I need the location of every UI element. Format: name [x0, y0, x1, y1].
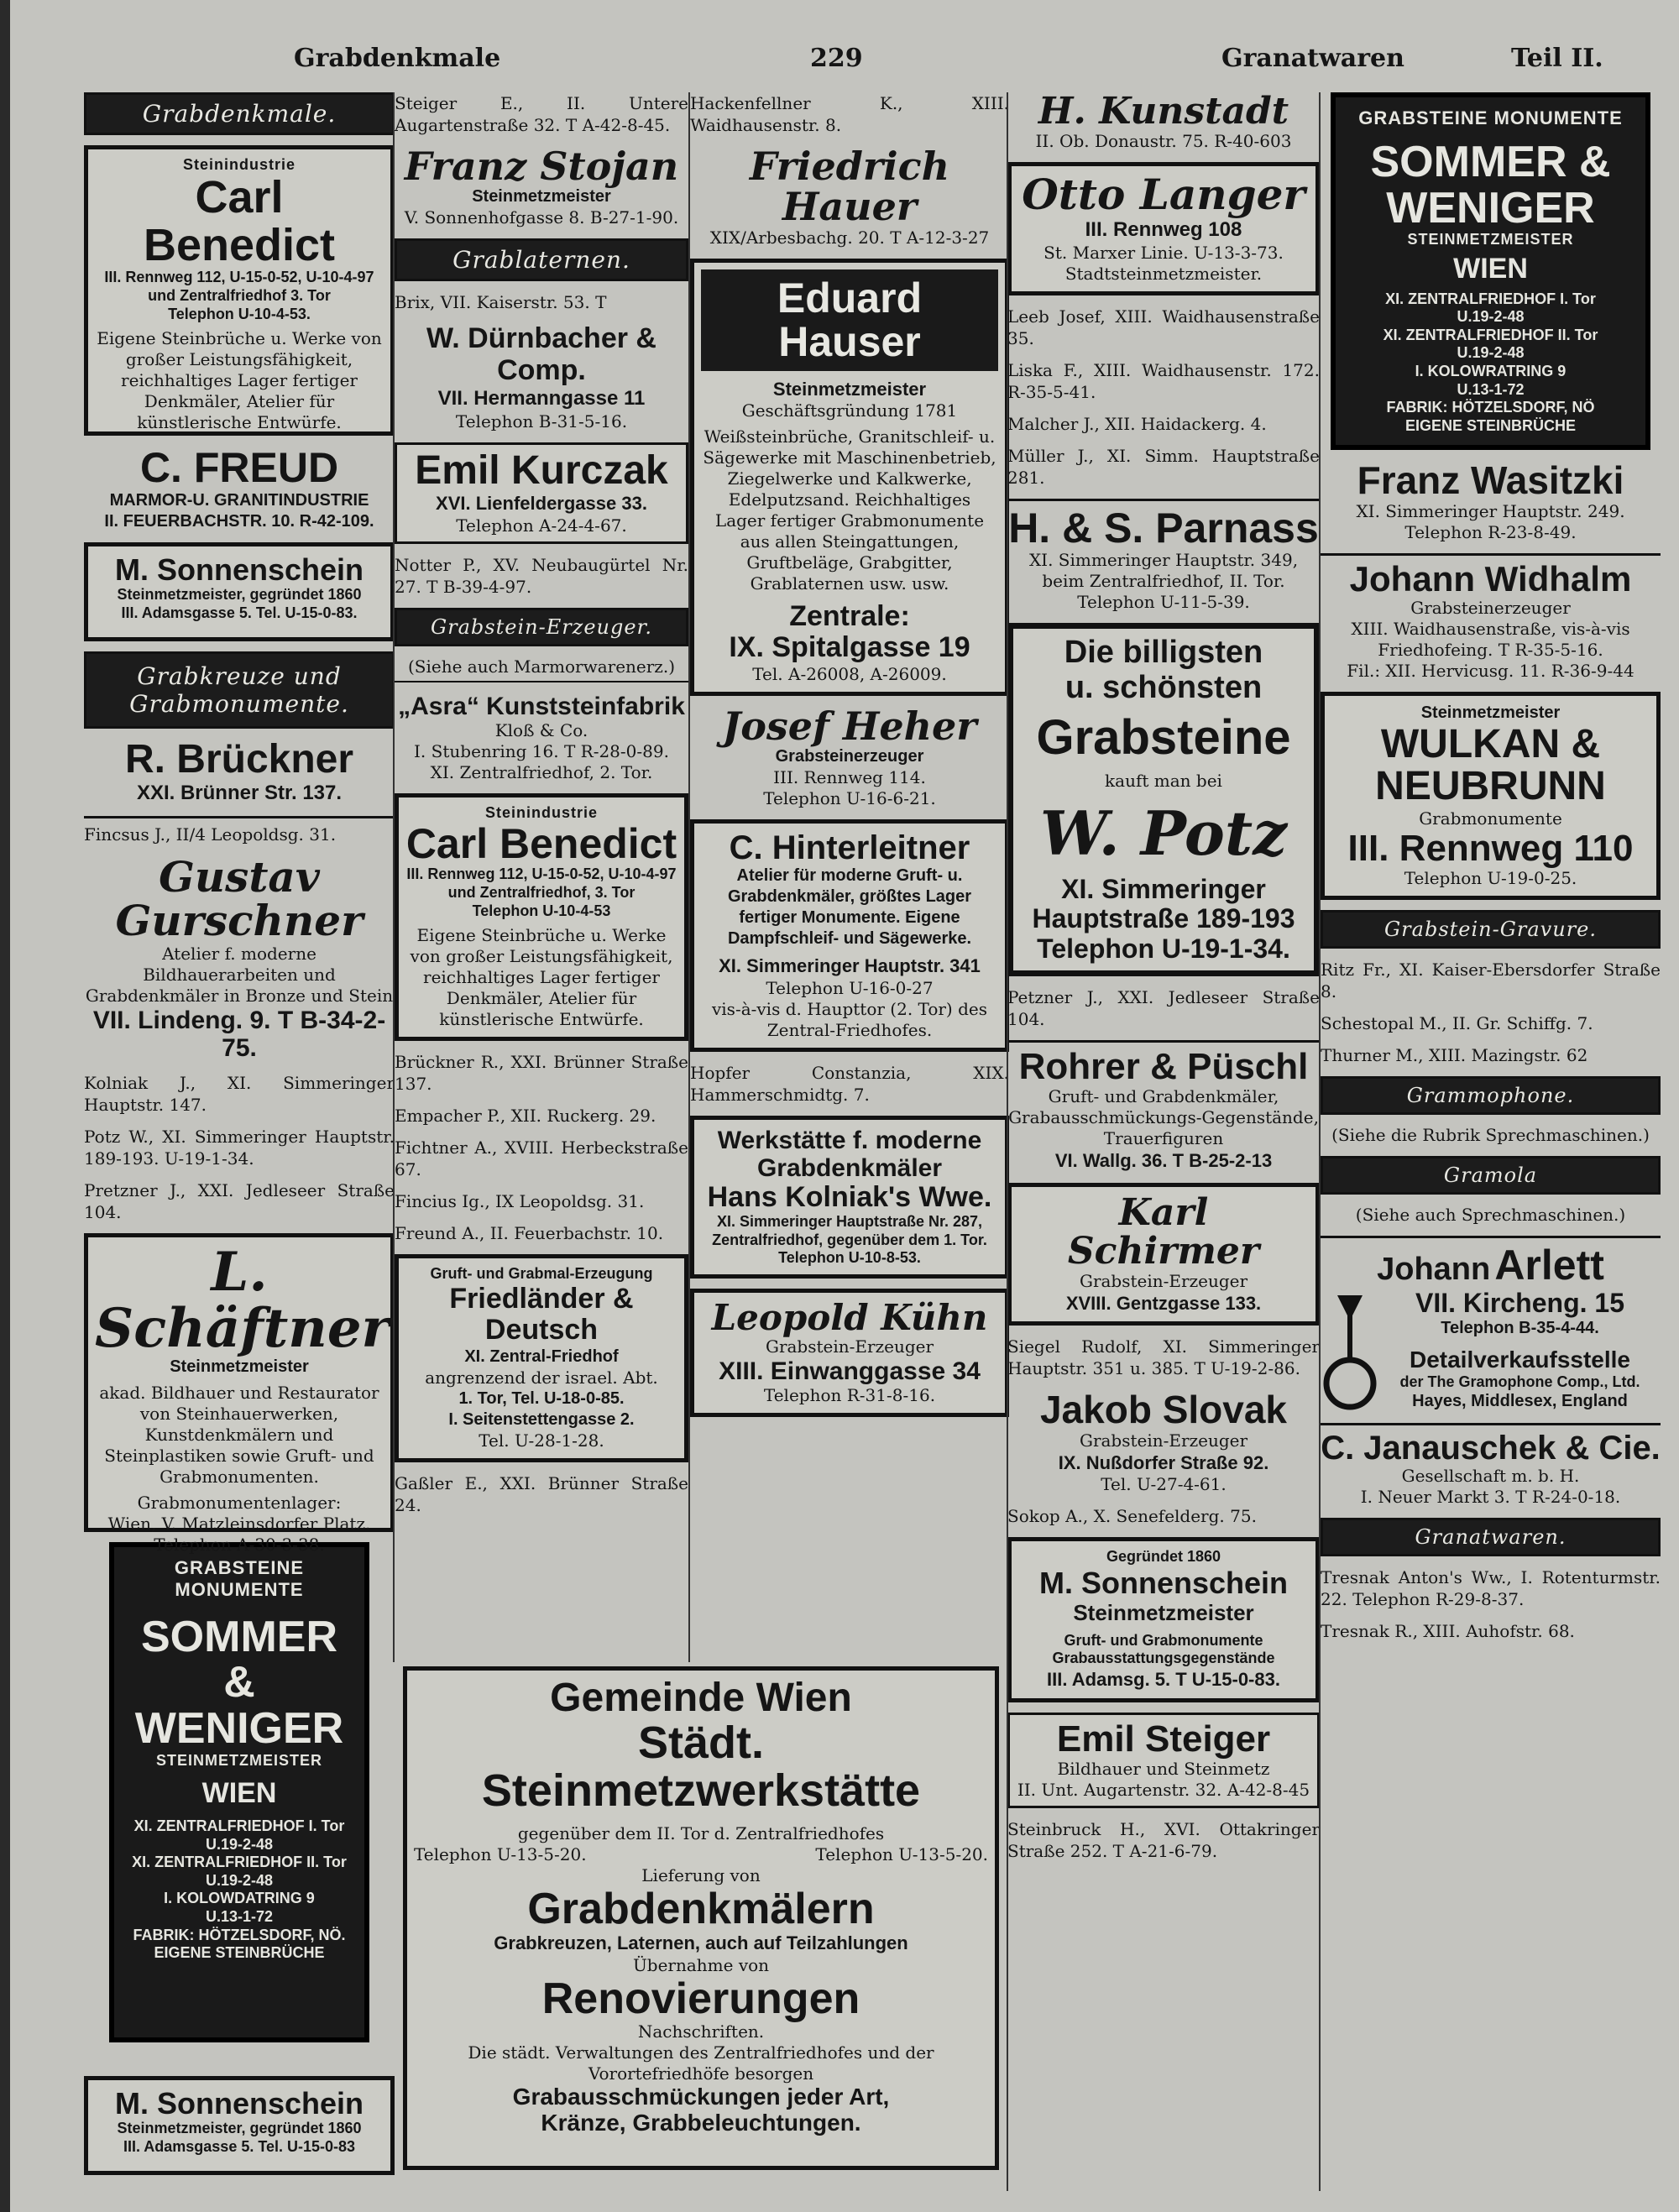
ad-text: Gruft- und Grabdenkmäler, Grabausschmückungs-Gegenstände, Trauerfiguren [1008, 1086, 1319, 1149]
ad-telephone: Telephon B-35-4-44. [1441, 1318, 1599, 1337]
ad-line: Übernahme von [632, 1954, 770, 1975]
page-number: 229 [810, 44, 863, 73]
ad-sonnenschein-1 [84, 542, 395, 641]
ad-asra [395, 693, 688, 783]
ad-stojan [395, 146, 688, 228]
ad-wulkan-neubrunn [1321, 692, 1661, 900]
ad-text: Atelier für moderne Gruft- u. Grabdenkmäler, größtes Lager fertiger Monumente. Eigene Dampfschleif- und Sägewerke. [727, 866, 972, 949]
ad-line-2: u. schönsten [1064, 669, 1263, 705]
ad-line: EIGENE STEINBRÜCHE [1404, 416, 1577, 434]
ad-name: Friedrich Hauer [749, 144, 950, 230]
header-right: Granatwaren [1221, 44, 1404, 73]
ad-line: XI. ZENTRALFRIEDHOF II. Tor [132, 1854, 347, 1871]
ad-line: U.19-2-48 [205, 1835, 274, 1853]
ad-address: XI. Simmeringer Hauptstr. 349, beim Zentralfriedhof, II. Tor. [1028, 550, 1299, 592]
ad-name: Emil Steiger [1056, 1718, 1271, 1760]
ad-address: XIX/Arbesbachg. 20. T A-12-3-27 [709, 227, 990, 248]
ad-name: W. Dürnbacher & Comp. [426, 322, 656, 386]
ad-telephone: Tel. U-28-1-28. [479, 1430, 604, 1451]
column-rule [1007, 92, 1008, 2191]
ad-name: Eduard Hauser [777, 274, 923, 366]
ad-telephone: Telephon U-11-5-39. [1077, 592, 1250, 613]
ad-telephone: Telephon U-16-0-27 [766, 977, 934, 998]
ad-line: U.19-2-48 [1457, 344, 1525, 362]
ad-filiale: Fil.: XII. Hervicusg. 11. R-36-9-44 [1347, 660, 1635, 681]
ad-line: gegenüber dem II. Tor d. Zentralfriedhofes [517, 1822, 885, 1843]
ad-address: angrenzend der israel. Abt. [425, 1367, 658, 1388]
ad-brueckner [84, 736, 395, 806]
ad-address: VI. Wallg. 36. T B-25-2-13 [1054, 1150, 1273, 1172]
ad-line: U.13-1-72 [1457, 380, 1525, 398]
ad-lager: Grabmonumentenlager: [137, 1493, 342, 1514]
ad-body [1321, 1287, 1661, 1413]
ad-top: GRABSTEINE MONUMENTE [1358, 107, 1623, 128]
ad-address: VII. Hermanngasse 11 [437, 387, 646, 411]
ad-carl-benedict-2 [395, 793, 688, 1041]
ad-name-1: SOMMER & [141, 1612, 337, 1707]
ad-name: L. Schäftner [95, 1240, 390, 1361]
category-grabkreuze: Grabkreuze und Grabmonumente. [84, 651, 395, 729]
entry-steinbruck: Steinbruck H., XVI. Ottakringer Straße 252. T A-21-6-79. [1007, 1818, 1320, 1861]
ad-telephone: Tel. A-26008, A-26009. [752, 663, 947, 684]
ad-line: FABRIK: HÖTZELSDORF, NÖ [1386, 399, 1595, 416]
ad-line-2: der The Gramophone Comp., Ltd. [1399, 1373, 1640, 1390]
listing-entry: Tresnak R., XIII. Auhofstr. 68. [1321, 1621, 1575, 1642]
ad-carl-benedict-1 [84, 145, 395, 436]
listing-entry: Empacher P., XII. Ruckerg. 29. [395, 1106, 656, 1127]
ad-kuehn [690, 1289, 1009, 1417]
ad-title-1: Gemeinde Wien [550, 1676, 852, 1720]
ad-wasitzki [1321, 460, 1661, 542]
ad-line: Kränze, Grabbeleuchtungen. [541, 2110, 861, 2136]
ad-name: Karl Schirmer [1067, 1190, 1260, 1273]
ad-text-block [1379, 1289, 1661, 1413]
ad-address: III. Rennweg 112, U-15-0-52, U-10-4-97 und Zentralfriedhof, 3. Tor [406, 865, 677, 902]
entry-notter: Notter P., XV. Neubaugürtel Nr. 27. T B-39-4-97. [395, 554, 688, 597]
ad-line-1: Steinmetzmeister, gegründet 1860 [117, 2120, 362, 2137]
ad-address: XXI. Brünner Str. 137. [136, 781, 343, 804]
listing-entry: Schestopal M., II. Gr. Schiffg. 7. [1321, 1012, 1593, 1033]
listing-entry: Leeb Josef, XIII. Waidhausenstraße 35. [1007, 306, 1320, 348]
ad-address: III. Rennweg 112, U-15-0-52, U-10-4-97 und Zentralfriedhof 3. Tor [104, 269, 374, 304]
ad-address: Wien, V. Matzleinsdorfer Platz. [107, 1514, 371, 1535]
ad-address: XI. Simmeringer Hauptstr. 249. [1356, 500, 1625, 521]
ad-address-2: St. Marxer Linie. U-13-3-73. [1043, 242, 1284, 263]
ad-address-1: I. Stubenring 16. T R-28-0-89. [414, 740, 669, 761]
ad-telephone: Tel. U-27-4-61. [1101, 1474, 1227, 1495]
ad-top: Gegründet 1860 [1106, 1548, 1221, 1566]
ad-line-2: III. Adamsgasse 5. Tel. U-15-0-83 [123, 2138, 356, 2156]
ad-hauser [690, 259, 1009, 696]
category-grammophone: Grammophone. [1321, 1076, 1661, 1115]
ad-name: Carl Benedict [405, 819, 677, 867]
column-4 [1007, 92, 1320, 2204]
ad-name-row [1321, 1243, 1661, 1288]
ad-address: XI. Simmeringer Hauptstraße Nr. 287, Zentralfriedhof, gegenüber dem 1. Tor. [712, 1213, 987, 1248]
see-also-note: (Siehe auch Marmorwarenerz.) [395, 656, 688, 682]
ad-text: Eigene Steinbrüche u. Werke von großer Leistungsfähigkeit, reichhaltiges Lager fertiger Denkmäler, Atelier für künstlerische Entwürfe. [410, 925, 673, 1030]
ad-line-1: Werkstätte f. moderne [717, 1126, 982, 1154]
ad-sub: Grabsteinerzeuger [1410, 597, 1571, 618]
ad-telephone: Telephon U-19-1-34. [1037, 933, 1290, 964]
ad-line-3: Hans Kolniak's Wwe. [707, 1180, 992, 1213]
ad-kunstadt [1007, 92, 1320, 152]
ad-sub: Gesellschaft m. b. H. [1401, 1466, 1580, 1487]
entry-hackenfellner: Hackenfellner K., XIII. Waidhausenstr. 8. [690, 93, 1009, 135]
ad-telephone: Telephon A-24-4-67. [456, 515, 627, 536]
listing-entry: Malcher J., XII. Haidackerg. 4. [1007, 413, 1267, 434]
header-left: Grabdenkmale [294, 44, 501, 73]
page-header [0, 39, 1679, 81]
ad-address-1: XI. Simmeringer [1061, 874, 1266, 905]
ad-sub: Grabstein-Erzeuger [1079, 1270, 1248, 1291]
column-rule [1319, 92, 1321, 2191]
ad-sub: Grabstein-Erzeuger [1079, 1430, 1248, 1451]
listing-entry: Fichtner A., XVIII. Herbeckstraße 67. [395, 1137, 688, 1180]
see-also-note: (Siehe auch Sprechmaschinen.) [1355, 1204, 1626, 1225]
ad-freud [84, 446, 395, 532]
ad-line: Die städt. Verwaltungen des Zentralfriedhofes und der Vorortefriedhöfe besorgen [468, 2042, 934, 2084]
ad-kolniak [690, 1116, 1009, 1279]
ad-phone-row [414, 1844, 988, 1865]
ad-gemeinde-wien [403, 1666, 999, 2170]
listing-entry: Tresnak Anton's Ww., I. Rotenturmstr. 22. Telephon R-29-8-37. [1321, 1567, 1661, 1610]
ad-sub: Steinmetzmeister [472, 187, 611, 207]
ad-telephone: Telephon U-10-4-53. [168, 305, 311, 322]
ad-telephone: Telephon U-13-5-20. [414, 1843, 587, 1864]
ad-name: Johann Widhalm [1349, 558, 1632, 599]
ad-line: U.13-1-72 [205, 1908, 274, 1926]
category-grabstein-erzeuger: Grabstein-Erzeuger. [395, 608, 688, 646]
ad-address: IX. Nußdorfer Straße 92. [1058, 1451, 1269, 1473]
entry-fincsus: Fincsus J., II/4 Leopoldsg. 31. [84, 824, 337, 845]
ad-sub: Stadtsteinmetzmeister. [1064, 263, 1263, 284]
ad-address: III. Rennweg 108 [1085, 217, 1242, 241]
ad-sub: STEINMETZMEISTER [1407, 231, 1574, 248]
ad-tag: Steinindustrie [484, 803, 598, 821]
ad-telephone: Telephon A-30-3-38. [154, 1535, 325, 1556]
ad-line-4: kauft man bei [1105, 770, 1222, 791]
ad-zentrale: Zentrale: [789, 600, 910, 633]
ad-line-2: III. Adamsgasse 5. Tel. U-15-0-83. [121, 604, 358, 621]
ad-heher [690, 703, 1009, 809]
column-rule [688, 92, 690, 1662]
entry-brix: Brix, VII. Kaiserstr. 53. T [395, 292, 607, 313]
ad-telephone: Telephon B-31-5-16. [455, 411, 628, 432]
ad-name: M. Sonnenschein [1038, 1565, 1289, 1600]
ad-address: IX. Spitalgasse 19 [729, 631, 970, 664]
ad-line-2: II. FEUERBACHSTR. 10. R-42-109. [104, 511, 374, 531]
ad-name: H. & S. Parnass [1008, 504, 1319, 552]
ad-sub: Steinmetzmeister [170, 1357, 309, 1377]
listing-entry: Potz W., XI. Simmeringer Hauptstr. 189-193. U-19-1-34. [84, 1126, 395, 1169]
ad-sub: Steinmetzmeister [1073, 1600, 1254, 1626]
ad-address: I. Neuer Markt 3. T R-24-0-18. [1360, 1487, 1621, 1508]
ad-telephone: Telephon U-10-4-53 [472, 902, 611, 919]
ad-name: Franz Stojan [404, 144, 679, 189]
ad-big-2: Renovierungen [541, 1974, 860, 2023]
ad-name: Friedländer & Deutsch [449, 1282, 634, 1347]
entry-siegel: Siegel Rudolf, XI. Simmeringer Hauptstr. 351 u. 385. T U-19-2-86. [1007, 1336, 1320, 1379]
ad-address: XIII. Waidhausenstraße, vis-à-vis Friedhofeing. T R-35-5-16. [1351, 618, 1630, 660]
ad-langer [1007, 162, 1320, 295]
ad-name: Otto Langer [1022, 170, 1305, 220]
ad-name-2: NEUBRUNN [1375, 764, 1606, 809]
ad-sub: Steinmetzmeister [772, 378, 927, 400]
ad-line: XI. ZENTRALFRIEDHOF II. Tor [1383, 326, 1598, 343]
ad-line: I. KOLOWRATRING 9 [1415, 362, 1567, 379]
ad-name: H. Kunstadt [1038, 92, 1289, 133]
ad-schirmer [1007, 1183, 1320, 1326]
ad-address: II. Unt. Augartenstr. 32. A-42-8-45 [1017, 1779, 1310, 1800]
entry-steiger: Steiger E., II. Untere Augartenstraße 32. T A-42-8-45. [395, 93, 688, 135]
listing-entry: Fincius Ig., IX Leopoldsg. 31. [395, 1191, 645, 1212]
ad-tag: Steinmetzmeister [1420, 703, 1561, 722]
listing-entry: Pretzner J., XXI. Jedleseer Straße 104. [84, 1179, 395, 1222]
ad-text: Eigene Steinbrüche u. Werke von großer Leistungsfähigkeit, reichhaltiges Lager fertiger Denkmäler, Atelier für künstlerische Entwürfe. [97, 328, 382, 433]
ad-top: GRABSTEINE MONUMENTE [174, 1556, 305, 1600]
header-part: Teil II. [1511, 44, 1603, 73]
ad-line-1: Detailverkaufsstelle [1409, 1346, 1631, 1373]
ad-name-1: WULKAN & [1380, 721, 1601, 766]
ad-name: W. Potz [1039, 797, 1288, 869]
see-also-note: (Siehe die Rubrik Sprechmaschinen.) [1331, 1124, 1650, 1145]
ad-sub: Kloß & Co. [494, 719, 588, 740]
ad-line-2: Grabdenkmäler [756, 1153, 943, 1182]
entry-hopfer: Hopfer Constanzia, XIX. Hammerschmidtg. 7. [690, 1062, 1009, 1105]
ad-name: Arlett [1494, 1241, 1604, 1289]
ad-name: C. Hinterleitner [729, 829, 970, 867]
ad-line-1: MARMOR-U. GRANITINDUSTRIE [109, 490, 369, 510]
ad-address: III. Adamsg. 5. T U-15-0-83. [1047, 1669, 1280, 1691]
ad-address: XVI. Lienfeldergasse 33. [436, 493, 647, 515]
ad-address: VII. Kircheng. 15 [1415, 1287, 1624, 1318]
ad-since: Geschäftsgründung 1781 [741, 400, 958, 421]
ad-address: III. Rennweg 110 [1347, 827, 1634, 869]
column-3 [690, 92, 1009, 1675]
ad-big-1: Grabdenkmälern [527, 1884, 875, 1933]
ad-potz [1007, 623, 1320, 976]
ad-name: „Asra“ Kunststeinfabrik [398, 692, 685, 720]
ad-line: U.19-2-48 [205, 1871, 274, 1889]
ad-line-1: Die billigsten [1064, 635, 1263, 671]
ad-line-3: Hayes, Middlesex, England [1412, 1392, 1628, 1411]
listing-entry: Liska F., XIII. Waidhausenstr. 172. R-35-5-41. [1007, 359, 1320, 402]
ad-telephone: Telephon U-10-8-53. [778, 1249, 921, 1267]
listing-entry: Thurner M., XIII. Mazingstr. 62 [1321, 1044, 1588, 1065]
ad-sub: STEINMETZMEISTER [155, 1751, 322, 1769]
ad-address: I. Seitenstettengasse 2. [448, 1409, 635, 1429]
column-2 [395, 92, 688, 1675]
ad-telephone: Telephon R-23-8-49. [1404, 521, 1577, 542]
ad-city: WIEN [201, 1776, 277, 1809]
ad-line: XI. ZENTRALFRIEDHOF I. Tor [1385, 290, 1596, 307]
entry-sokop: Sokop A., X. Senefelderg. 75. [1007, 1506, 1257, 1527]
ad-schaeftner [84, 1233, 395, 1556]
ad-name: R. Brückner [124, 736, 354, 782]
listing-entry: Kolniak J., XI. Simmeringer Hauptstr. 147. [84, 1072, 395, 1115]
ad-vis: vis-à-vis d. Haupttor (2. Tor) des Zentral-Friedhofes. [711, 998, 987, 1040]
ad-name: C. FREUD [139, 444, 339, 491]
ad-duernbacher [395, 323, 688, 432]
ad-first-name: Johann [1377, 1251, 1491, 1287]
column-5 [1321, 92, 1661, 2204]
entry-petzner: Petzner J., XXI. Jedleseer Straße 104. [1007, 986, 1320, 1029]
ad-sonnenschein-3 [1007, 1537, 1320, 1702]
ad-city: WIEN [1453, 253, 1528, 285]
ad-address: XI. Zentral-Friedhof [464, 1347, 619, 1366]
category-grabdenkmale: Grabdenkmale. [84, 92, 395, 135]
ad-name: Emil Kurczak [415, 448, 668, 494]
ad-address-2: XI. Zentralfriedhof, 2. Tor. [430, 761, 653, 782]
ad-telephone: Telephon R-31-8-16. [763, 1384, 936, 1405]
ad-text: Weißsteinbrüche, Granitschleif- u. Sägewerke mit Maschinenbetrieb, Ziegelwerke und Kalkwerke, Edelputzsand. Reichhaltiges Lager fertiger Grabmonumente aus allen Steingattungen, Gruftbeläge, Grabgitter, Grablaternen usw. usw. [703, 426, 996, 594]
ad-friedlaender-deutsch [395, 1254, 688, 1462]
category-gramola: Gramola [1321, 1156, 1661, 1195]
ad-hinterleitner [690, 819, 1009, 1052]
ad-name-2: WENIGER [1386, 183, 1595, 233]
ad-kurczak [395, 442, 688, 544]
ad-text: akad. Bildhauer und Restaurator von Steinhauerwerken, Kunstdenkmälern und Steinplastiken sowie Gruft- und Grabmonumenten. [99, 1383, 379, 1488]
column-1 [84, 92, 395, 2204]
ad-address: 1. Tor, Tel. U-18-0-85. [458, 1388, 625, 1408]
ad-slovak [1007, 1389, 1320, 1495]
ad-name: M. Sonnenschein [114, 2085, 364, 2120]
ad-address: V. Sonnenhofgasse 8. B-27-1-90. [404, 207, 679, 228]
ad-sommer-weniger-2 [1331, 92, 1650, 450]
listing-entry: Ritz Fr., XI. Kaiser-Ebersdorfer Straße 8. [1321, 959, 1661, 1001]
ad-line: Nachschriften. [637, 2021, 765, 2042]
ad-sommer-weniger-1 [109, 1542, 369, 2042]
ad-arlett [1321, 1236, 1661, 1414]
ad-name: Carl Benedict [143, 172, 336, 270]
ad-line-3: Grabsteine [1036, 709, 1291, 765]
ad-tag: Steinindustrie [182, 156, 296, 173]
ad-sonnenschein-2 [84, 2076, 395, 2175]
listing-entry: Müller J., XI. Simm. Hauptstraße 281. [1007, 445, 1320, 488]
ad-sub: Bildhauer und Steinmetz [1057, 1758, 1270, 1779]
ad-address: II. Ob. Donaustr. 75. R-40-603 [1035, 131, 1292, 152]
listing-entry: Brückner R., XXI. Brünner Straße 137. [395, 1052, 688, 1095]
ad-name-banner [701, 269, 998, 371]
ad-line: Grabausschmückungen jeder Art, [512, 2084, 890, 2110]
ad-text: Gruft- und Grabmonumente Grabausstattungsgegenstände [1052, 1631, 1275, 1667]
ad-name: M. Sonnenschein [114, 552, 364, 587]
ad-address: III. Rennweg 114. [773, 767, 926, 788]
ad-hauer [690, 146, 1009, 248]
ad-name: Josef Heher [722, 703, 977, 749]
ad-line: FABRIK: HÖTZELSDORF, NÖ. [133, 1926, 346, 1943]
column-rule [393, 92, 395, 1662]
ad-address: XVIII. Gentzgasse 133. [1065, 1292, 1262, 1314]
ad-parnass [1007, 499, 1320, 614]
ad-sub: Grabmonumente [1419, 808, 1562, 829]
category-grablaternen: Grablaternen. [395, 238, 688, 281]
ad-address-2: Hauptstraße 189-193 [1032, 903, 1295, 934]
ad-telephone: Telephon U-16-6-21. [763, 788, 936, 809]
listing-entry: Freund A., II. Feuerbachstr. 10. [395, 1223, 664, 1244]
gramophone-icon [1321, 1287, 1379, 1413]
ad-text: Atelier f. moderne Bildhauerarbeiten und Grabdenkmäler in Bronze und Stein [85, 943, 394, 1006]
ad-name: Jakob Slovak [1039, 1388, 1288, 1432]
ad-title-2: Städt. Steinmetzwerkstätte [481, 1718, 921, 1817]
ad-name: Rohrer & Püschl [1018, 1045, 1309, 1087]
ad-line-1: Steinmetzmeister, gegründet 1860 [117, 586, 362, 604]
ad-top: Gruft- und Grabmal-Erzeugung [430, 1265, 653, 1283]
ad-telephone: Telephon U-13-5-20. [815, 1843, 988, 1864]
ad-name: C. Janauschek & Cie. [1321, 1430, 1661, 1467]
ad-sub: Grabsteinerzeuger [775, 747, 924, 766]
ad-address: VII. Lindeng. 9. T B-34-2-75. [92, 1006, 386, 1062]
ad-name: Gustav Gurschner [115, 851, 364, 946]
ad-line: Grabkreuzen, Laternen, auch auf Teilzahlungen [494, 1932, 908, 1954]
category-grabstein-gravure: Grabstein-Gravure. [1321, 910, 1661, 949]
ad-name-2: WENIGER [134, 1704, 344, 1754]
ad-name: Leopold Kühn [711, 1296, 988, 1338]
ad-line: Lieferung von [641, 1864, 761, 1885]
ad-gurschner [84, 851, 395, 1062]
ad-widhalm [1321, 553, 1661, 682]
ad-emil-steiger [1007, 1713, 1320, 1808]
ad-name: Franz Wasitzki [1357, 458, 1624, 503]
ad-line: XI. ZENTRALFRIEDHOF I. Tor [133, 1817, 345, 1835]
ad-line: U.19-2-48 [1457, 308, 1525, 326]
ad-line: I. KOLOWDATRING 9 [164, 1890, 315, 1907]
divider [84, 816, 395, 818]
category-granatwaren: Granatwaren. [1321, 1518, 1661, 1556]
ad-rohrer [1007, 1040, 1320, 1173]
ad-line: EIGENE STEINBRÜCHE [154, 1944, 325, 1962]
ad-address: XI. Simmeringer Hauptstr. 341 [719, 955, 981, 977]
ad-address: XIII. Einwanggasse 34 [719, 1357, 981, 1385]
ad-telephone: Telephon U-19-0-25. [1404, 867, 1577, 888]
ad-sub: Grabstein-Erzeuger [765, 1336, 934, 1357]
entry-gassler: Gaßler E., XXI. Brünner Straße 24. [395, 1472, 688, 1515]
ad-janauschek [1321, 1423, 1661, 1508]
ad-name-1: SOMMER & [1370, 138, 1611, 186]
